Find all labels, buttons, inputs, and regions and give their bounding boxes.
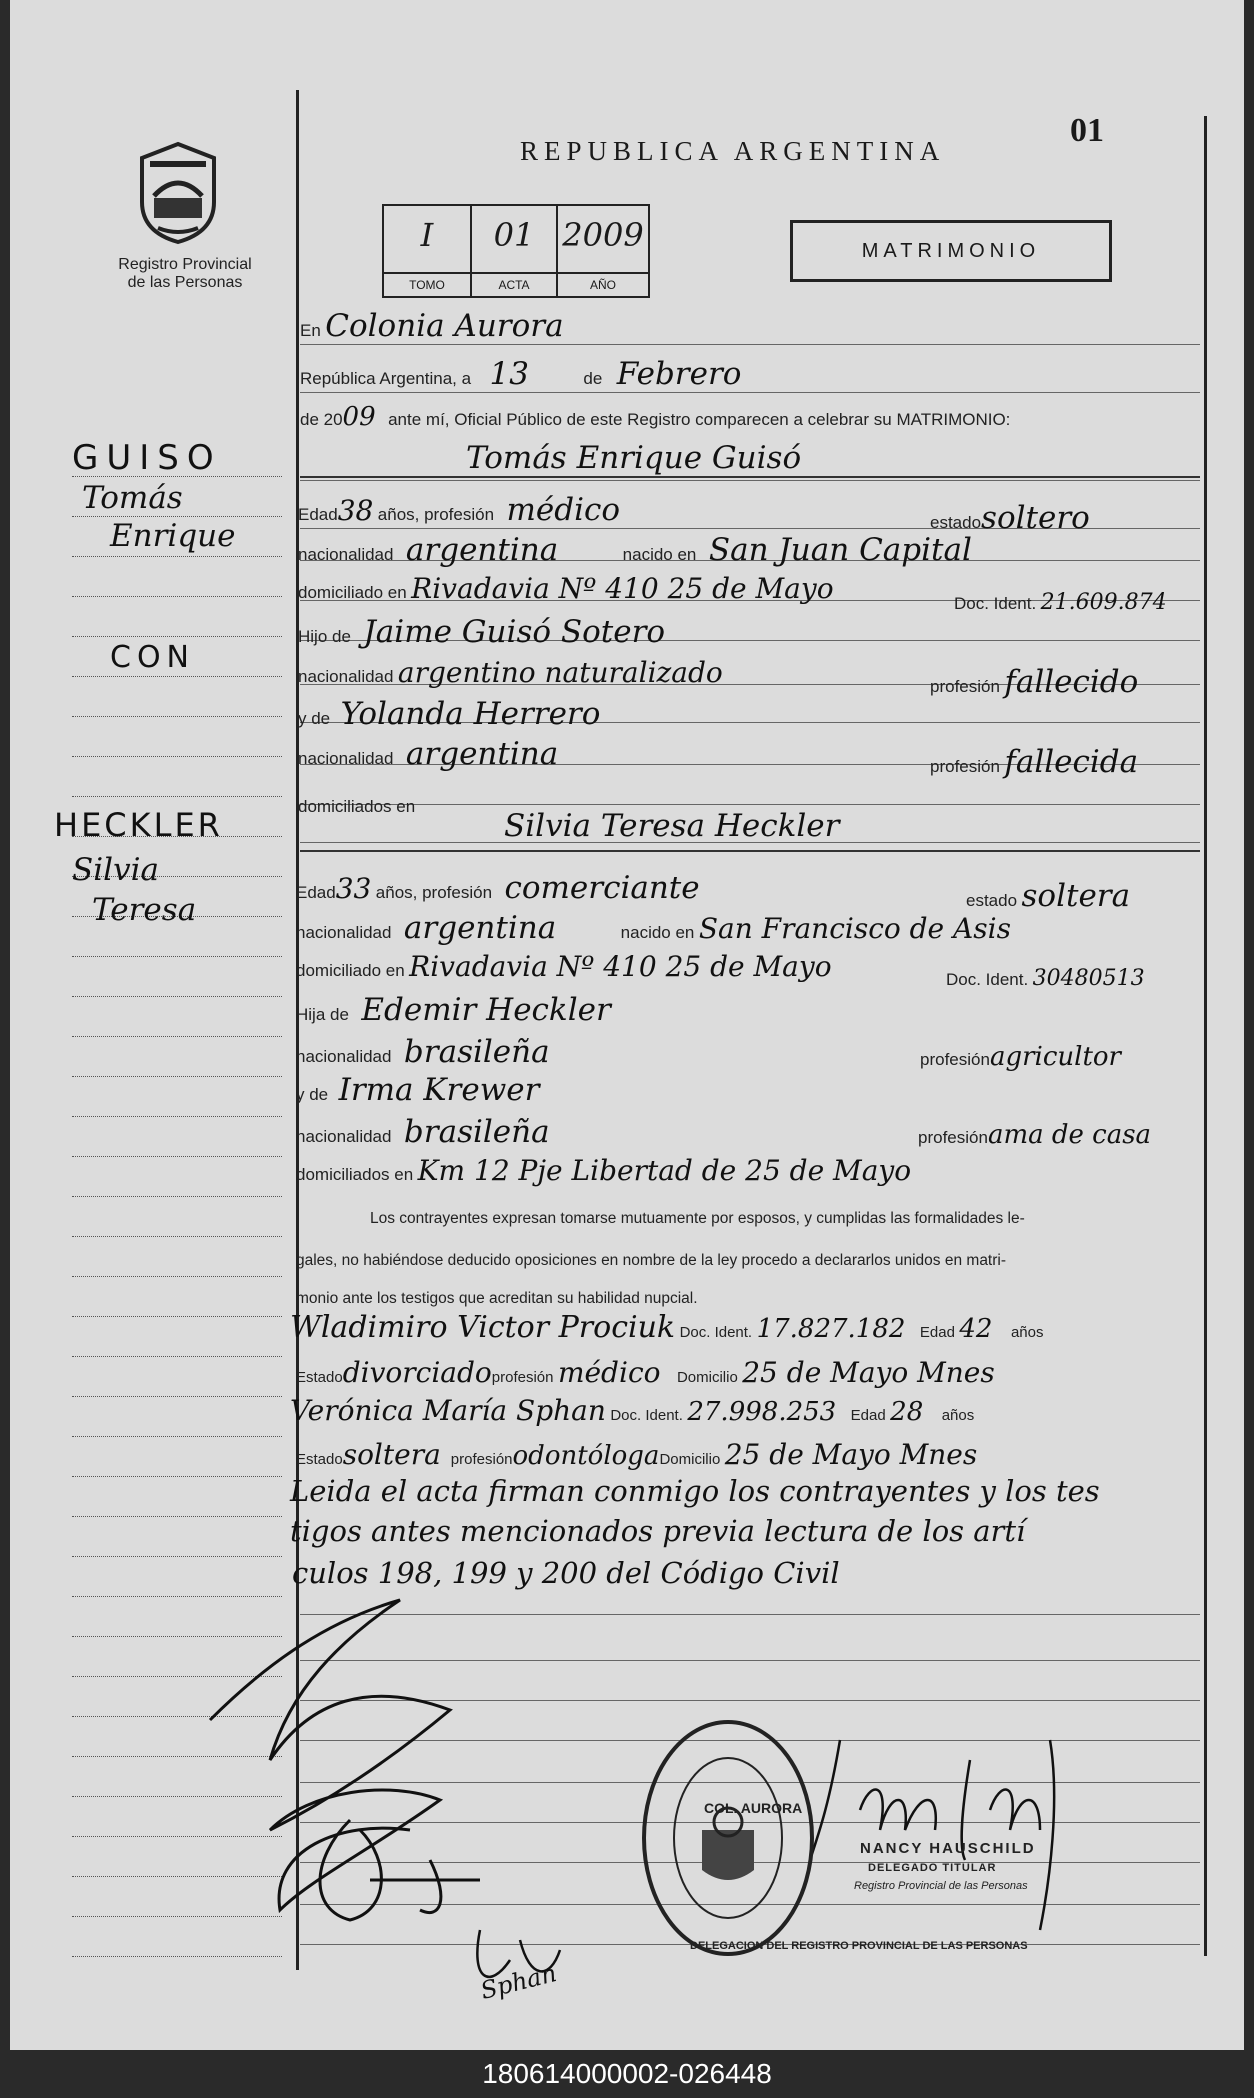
bride-row-mother bbox=[296, 1072, 539, 1108]
label-nacionalidad: nacionalidad bbox=[298, 545, 394, 564]
register-box bbox=[382, 204, 650, 298]
groom-status-group bbox=[930, 500, 1090, 536]
place-value: Colonia Aurora bbox=[325, 308, 564, 344]
closing-line-1: Leida el acta firman conmigo los contrayentes y los tes bbox=[290, 1474, 1100, 1508]
label-nacido-en: nacido en bbox=[622, 545, 697, 564]
groom-row-father-nat bbox=[298, 656, 723, 689]
label-profesion: profesión bbox=[920, 1050, 990, 1069]
margin-ruled-line bbox=[72, 1756, 282, 1757]
label-nacionalidad: nacionalidad bbox=[296, 1047, 392, 1066]
label-profesion: profesión bbox=[930, 757, 1000, 776]
margin-ruled-line bbox=[72, 1356, 282, 1357]
label-nacionalidad: nacionalidad bbox=[298, 667, 394, 686]
anio-value: 2009 bbox=[562, 216, 644, 254]
tomo-label: TOMO bbox=[384, 272, 470, 296]
bride-father-profession: agricultor bbox=[989, 1042, 1121, 1072]
groom-row-age bbox=[298, 492, 620, 528]
margin-ruled-line bbox=[72, 756, 282, 757]
margin-conjunction: CON bbox=[110, 640, 196, 675]
record-type: MATRIMONIO bbox=[790, 220, 1112, 282]
label-en: En bbox=[300, 321, 321, 340]
margin-ruled-line bbox=[72, 1836, 282, 1837]
province-emblem-icon bbox=[134, 140, 222, 246]
bride-nationality: argentina bbox=[403, 910, 557, 946]
margin-ruled-line bbox=[72, 1476, 282, 1477]
groom-father: Jaime Guisó Sotero bbox=[363, 614, 666, 650]
row-place bbox=[300, 308, 564, 344]
groom-row-nationality bbox=[298, 532, 972, 568]
bride-status-group bbox=[966, 878, 1130, 914]
margin-ruled-line bbox=[72, 1196, 282, 1197]
groom-row-mother-nat bbox=[298, 736, 558, 772]
groom-mother: Yolanda Herrero bbox=[340, 696, 601, 732]
label-domicilio: Domicilio bbox=[676, 1369, 738, 1386]
official-stamp-line-3: Registro Provincial de las Personas bbox=[854, 1880, 1028, 1892]
page-number: 01 bbox=[1070, 112, 1104, 149]
bride-parents-address: Km 12 Pje Libertad de 25 de Mayo bbox=[417, 1154, 912, 1187]
groom-father-prof-group bbox=[930, 664, 1138, 700]
groom-row-address bbox=[298, 572, 834, 605]
margin-bride-name-1: Silvia bbox=[72, 852, 159, 888]
bride-age: 33 bbox=[335, 872, 372, 905]
groom-status: soltero bbox=[981, 500, 1090, 536]
signature-name: Sphan bbox=[477, 1959, 560, 2005]
margin-bride-name-2: Teresa bbox=[92, 892, 197, 928]
year-suffix: 09 bbox=[342, 402, 376, 432]
margin-ruled-line bbox=[72, 716, 282, 717]
bride-profession: comerciante bbox=[504, 870, 700, 906]
bride-address: Rivadavia Nº 410 25 de Mayo bbox=[409, 950, 832, 983]
bride-row-nationality bbox=[296, 910, 1011, 946]
bride-mother-nationality: brasileña bbox=[403, 1114, 550, 1150]
tomo-cell bbox=[384, 206, 472, 296]
bride-status: soltera bbox=[1021, 878, 1131, 914]
declaration-line-3: monio ante los testigos que acreditan su habilidad nupcial. bbox=[296, 1290, 698, 1307]
section-divider bbox=[300, 850, 1200, 852]
margin-ruled-line bbox=[72, 796, 282, 797]
margin-ruled-line bbox=[72, 1916, 282, 1917]
form-ruled-line bbox=[300, 1660, 1200, 1661]
margin-groom-name-1: Tomás bbox=[82, 480, 183, 516]
groom-mother-prof-group bbox=[930, 744, 1138, 780]
bride-row-age bbox=[296, 870, 700, 906]
margin-ruled-line bbox=[72, 1516, 282, 1517]
margin-ruled-line bbox=[72, 1636, 282, 1637]
groom-father-profession: fallecido bbox=[1004, 664, 1139, 700]
label-estado: estado bbox=[930, 513, 982, 532]
label-estado: Estado bbox=[296, 1451, 343, 1468]
margin-ruled-line bbox=[72, 1116, 282, 1117]
label-edad: Edad bbox=[850, 1407, 886, 1424]
row-date bbox=[300, 356, 741, 392]
label-anios-profesion: años, profesión bbox=[377, 505, 495, 524]
label-de20: de 20 bbox=[300, 410, 343, 429]
form-ruled-line bbox=[300, 1700, 1200, 1701]
witness-1-address: 25 de Mayo Mnes bbox=[742, 1356, 995, 1389]
margin-groom-surname: GUISO bbox=[72, 438, 222, 478]
witness-2-profession: odontóloga bbox=[512, 1441, 660, 1471]
label-domiciliado-en: domiciliado en bbox=[296, 961, 405, 980]
groom-profession: médico bbox=[506, 492, 621, 528]
groom-full-name: Tomás Enrique Guisó bbox=[466, 440, 802, 476]
anio-label: AÑO bbox=[558, 272, 648, 296]
label-nacido-en: nacido en bbox=[620, 923, 695, 942]
label-edad: Edad bbox=[919, 1324, 955, 1341]
bride-mother-prof-group bbox=[918, 1120, 1151, 1150]
margin-ruled-line bbox=[72, 996, 282, 997]
stamp-ring-text: DELEGACION DEL REGISTRO PROVINCIAL DE LAS PERSONAS bbox=[690, 1940, 1028, 1952]
margin-groom-name-2: Enrique bbox=[110, 518, 236, 554]
declaration-line-1: Los contrayentes expresan tomarse mutuamente por esposos, y cumplidas las formalidades le- bbox=[370, 1210, 1025, 1227]
acta-label: ACTA bbox=[472, 272, 556, 296]
groom-row-mother bbox=[298, 696, 600, 732]
margin-ruled-line bbox=[72, 636, 282, 637]
acta-value: 01 bbox=[493, 216, 535, 254]
bride-row-address bbox=[296, 950, 832, 983]
official-stamp-line-2: DELEGADO TITULAR bbox=[868, 1862, 997, 1874]
groom-doc: 21.609.874 bbox=[1040, 590, 1167, 615]
margin-ruled-line bbox=[72, 956, 282, 957]
label-anios-profesion: años, profesión bbox=[375, 883, 493, 902]
bride-mother: Irma Krewer bbox=[338, 1072, 540, 1108]
groom-mother-nationality: argentina bbox=[405, 736, 559, 772]
anio-cell bbox=[558, 206, 648, 296]
margin-ruled-line bbox=[72, 1156, 282, 1157]
form-ruled-line bbox=[300, 480, 1200, 481]
label-doc-ident: Doc. Ident. bbox=[610, 1407, 683, 1424]
witness-1-doc: 17.827.182 bbox=[756, 1314, 906, 1344]
margin-ruled-line bbox=[72, 516, 282, 517]
document-serial: 180614000002-026448 bbox=[482, 2058, 772, 2089]
bride-signature bbox=[320, 1820, 480, 1920]
country-title: REPUBLICA ARGENTINA bbox=[520, 136, 946, 166]
margin-ruled-line bbox=[72, 556, 282, 557]
margin-ruled-line bbox=[72, 1876, 282, 1877]
witness-2-address: 25 de Mayo Mnes bbox=[724, 1438, 978, 1471]
label-doc-ident: Doc. Ident. bbox=[946, 970, 1029, 989]
bride-row-mother-nat bbox=[296, 1114, 550, 1150]
label-hija-de: Hija de bbox=[296, 1005, 349, 1024]
label-anios: años bbox=[941, 1407, 975, 1424]
groom-row-parents-address bbox=[298, 784, 415, 820]
margin-bride-surname: HECKLER bbox=[54, 806, 223, 844]
margin-ruled-line bbox=[72, 1316, 282, 1317]
margin-ruled-line bbox=[72, 676, 282, 677]
bride-doc: 30480513 bbox=[1032, 966, 1145, 991]
row-year bbox=[300, 402, 1010, 432]
official-stamp-line-1: NANCY HAUSCHILD bbox=[860, 1840, 1036, 1857]
groom-signature bbox=[210, 1600, 450, 1910]
bride-mother-profession: ama de casa bbox=[987, 1120, 1152, 1150]
label-domiciliados-en: domiciliados en bbox=[296, 1165, 414, 1184]
label-nacionalidad: nacionalidad bbox=[296, 1127, 392, 1146]
label-nacionalidad: nacionalidad bbox=[298, 749, 394, 768]
label-edad: Edad bbox=[296, 883, 336, 902]
bride-row-parents-address bbox=[296, 1154, 911, 1187]
groom-birthplace: San Juan Capital bbox=[708, 532, 972, 568]
label-doc-ident: Doc. Ident. bbox=[954, 594, 1037, 613]
bride-father-prof-group bbox=[920, 1042, 1121, 1072]
closing-line-3: culos 198, 199 y 200 del Código Civil bbox=[292, 1556, 840, 1590]
registry-stamp-icon bbox=[640, 1718, 816, 1958]
label-hijo-de: Hijo de bbox=[298, 627, 351, 646]
witness-1-status: divorciado bbox=[342, 1356, 492, 1389]
groom-row-father bbox=[298, 614, 665, 650]
label-profesion: profesión bbox=[450, 1451, 513, 1468]
office-name bbox=[70, 256, 300, 292]
groom-father-nationality: argentino naturalizado bbox=[397, 656, 723, 689]
margin-ruled-line bbox=[72, 1796, 282, 1797]
label-profesion: profesión bbox=[491, 1369, 554, 1386]
label-profesion: profesión bbox=[918, 1128, 988, 1147]
closing-line-2: tigos antes mencionados previa lectura de los artí bbox=[290, 1514, 1026, 1548]
left-margin-rule bbox=[296, 90, 299, 1970]
groom-address: Rivadavia Nº 410 25 de Mayo bbox=[411, 572, 834, 605]
groom-age: 38 bbox=[337, 494, 374, 527]
margin-ruled-line bbox=[72, 1956, 282, 1957]
margin-ruled-line bbox=[72, 1236, 282, 1237]
witness-1-row-1 bbox=[290, 1310, 1043, 1345]
bride-father: Edemir Heckler bbox=[361, 992, 611, 1028]
label-edad: Edad bbox=[298, 505, 338, 524]
margin-ruled-line bbox=[72, 1036, 282, 1037]
witness-2-age: 28 bbox=[890, 1397, 924, 1427]
signatures bbox=[10, 0, 1244, 2050]
form-ruled-line bbox=[300, 344, 1200, 345]
label-nacionalidad: nacionalidad bbox=[296, 923, 392, 942]
right-margin-rule bbox=[1204, 116, 1207, 1956]
witness-2-status: soltera bbox=[342, 1438, 441, 1471]
form-ruled-line bbox=[300, 1614, 1200, 1615]
groom-mother-profession: fallecida bbox=[1004, 744, 1139, 780]
label-domiciliados-en: domiciliados en bbox=[298, 797, 416, 816]
stamp-inner-text: COL. AURORA bbox=[704, 1800, 803, 1816]
form-ruled-line bbox=[300, 804, 1200, 805]
bride-father-nationality: brasileña bbox=[403, 1034, 550, 1070]
label-profesion: profesión bbox=[930, 677, 1000, 696]
witness-2-name: Verónica María Sphan bbox=[290, 1394, 606, 1427]
groom-nationality: argentina bbox=[405, 532, 559, 568]
witness-1-name: Wladimiro Victor Prociuk bbox=[290, 1310, 676, 1345]
section-divider bbox=[300, 476, 1200, 478]
label-estado: estado bbox=[966, 891, 1018, 910]
margin-ruled-line bbox=[72, 1436, 282, 1437]
bride-birthplace: San Francisco de Asis bbox=[698, 912, 1011, 945]
tomo-value: I bbox=[420, 216, 434, 254]
label-domicilio: Domicilio bbox=[659, 1451, 721, 1468]
label-doc-ident: Doc. Ident. bbox=[679, 1324, 753, 1341]
witness-2-row-2 bbox=[296, 1438, 977, 1471]
label-y-de: y de bbox=[298, 709, 331, 728]
label-de: de bbox=[583, 369, 603, 388]
witness-2-row-1 bbox=[290, 1394, 974, 1427]
bride-row-father-nat bbox=[296, 1034, 550, 1070]
label-domiciliado-en: domiciliado en bbox=[298, 583, 407, 602]
certificate-page bbox=[10, 0, 1244, 2050]
margin-ruled-line bbox=[72, 1076, 282, 1077]
witness-1-profession: médico bbox=[557, 1356, 661, 1389]
acta-cell bbox=[472, 206, 558, 296]
officer-signature bbox=[810, 1740, 1054, 1930]
margin-ruled-line bbox=[72, 1396, 282, 1397]
bride-full-name: Silvia Teresa Heckler bbox=[504, 808, 840, 844]
margin-ruled-line bbox=[72, 1596, 282, 1597]
label-ante: ante mí, Oficial Público de este Registro comparecen a celebrar su MATRIMONIO: bbox=[388, 410, 1011, 429]
margin-ruled-line bbox=[72, 1676, 282, 1677]
form-ruled-line bbox=[300, 392, 1200, 393]
label-y-de: y de bbox=[296, 1085, 329, 1104]
margin-ruled-line bbox=[72, 1556, 282, 1557]
bride-doc-group bbox=[946, 966, 1145, 991]
office-line-2: de las Personas bbox=[127, 274, 243, 291]
groom-doc-group bbox=[954, 590, 1167, 615]
declaration-line-2: gales, no habiéndose deducido oposiciones en nombre de la ley procedo a declararlos unidos en matri- bbox=[296, 1252, 1007, 1269]
witness-2-doc: 27.998.253 bbox=[687, 1397, 837, 1427]
margin-ruled-line bbox=[72, 1276, 282, 1277]
label-estado: Estado bbox=[296, 1369, 343, 1386]
day-value: 13 bbox=[489, 356, 529, 392]
margin-ruled-line bbox=[72, 1716, 282, 1717]
witness-1-row-2 bbox=[296, 1356, 995, 1389]
witness-1-age: 42 bbox=[959, 1314, 993, 1344]
margin-ruled-line bbox=[72, 596, 282, 597]
month-value: Febrero bbox=[616, 356, 742, 392]
label-anios: años bbox=[1010, 1324, 1044, 1341]
label-republica: República Argentina, a bbox=[300, 369, 472, 388]
office-line-1: Registro Provincial bbox=[118, 256, 252, 273]
bride-row-father bbox=[296, 992, 611, 1028]
